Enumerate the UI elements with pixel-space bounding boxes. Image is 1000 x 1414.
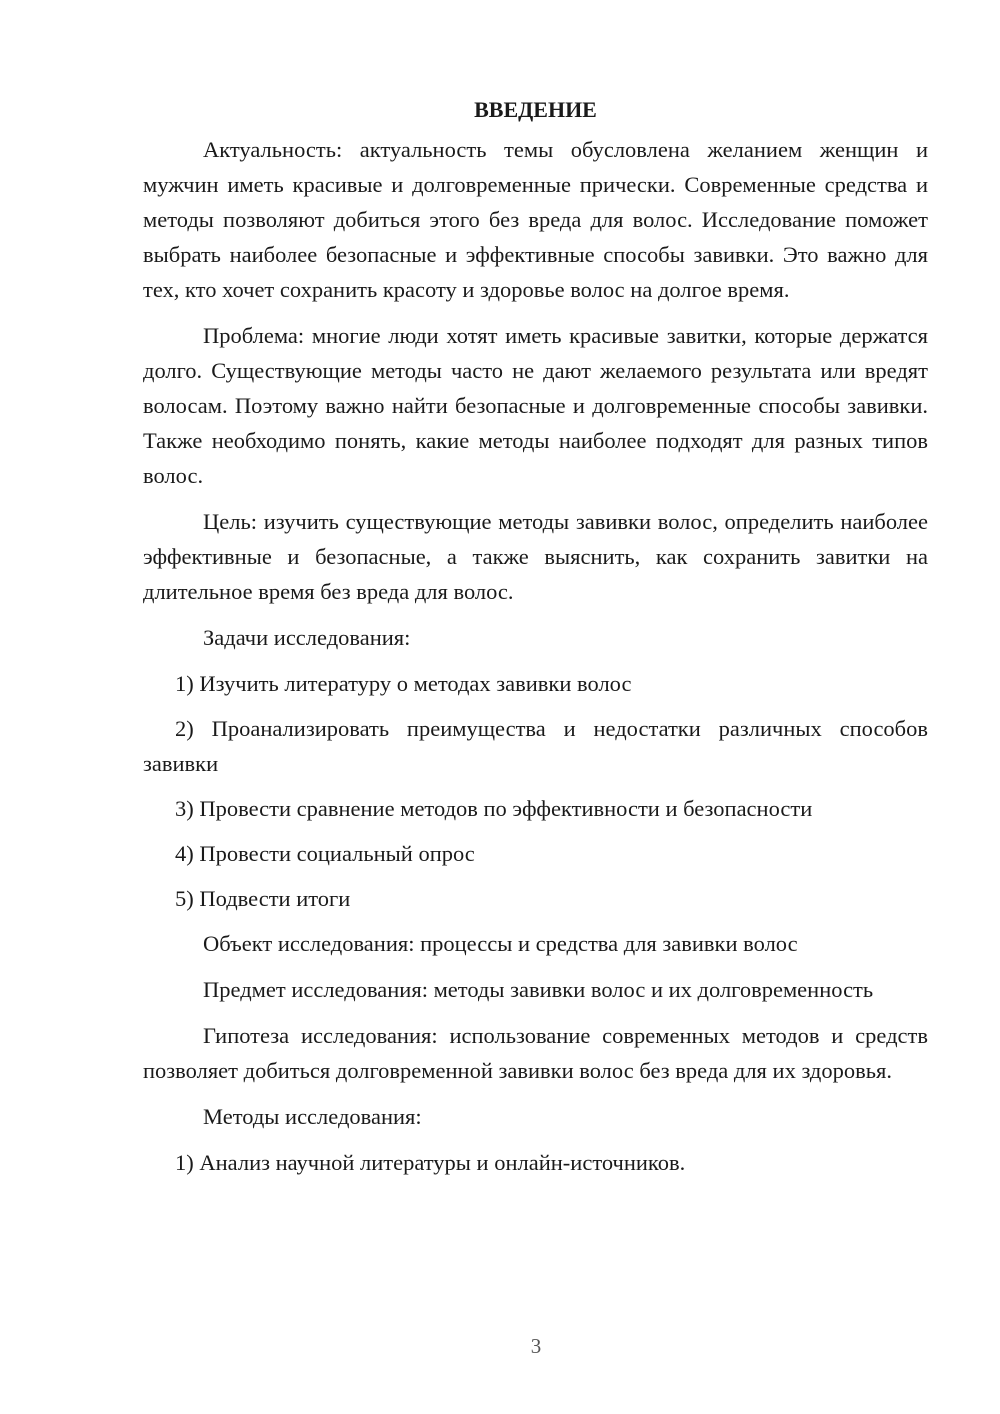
task-item-2: 2) Проанализировать преимущества и недостатки различных способов завивки xyxy=(143,716,928,776)
relevance-paragraph: Актуальность: актуальность темы обусловлена желанием женщин и мужчин иметь красивые и долговременные прически. Современные средства и методы позволяют добиться этого без вреда для волос. Исследование поможет выбрать наиболее безопасные и эффективные способы завивки. Это важно для тех, кто хочет сохранить красоту и здоровье волос на долгое время. xyxy=(143,137,928,302)
task-item-1: 1) Изучить литературу о методах завивки волос xyxy=(175,671,632,696)
task-item-3: 3) Провести сравнение методов по эффективности и безопасности xyxy=(175,796,813,821)
hypothesis-paragraph: Гипотеза исследования: использование современных методов и средств позволяет добиться долговременной завивки волос без вреда для их здоровья. xyxy=(143,1023,928,1083)
tasks-heading: Задачи исследования: xyxy=(203,625,411,650)
object-paragraph: Объект исследования: процессы и средства для завивки волос xyxy=(203,931,798,956)
task-item-5: 5) Подвести итоги xyxy=(175,886,351,911)
subject-paragraph: Предмет исследования: методы завивки волос и их долговременность xyxy=(203,977,874,1002)
page-title: ВВЕДЕНИЕ xyxy=(474,97,597,122)
page-content xyxy=(143,92,928,1190)
problem-paragraph: Проблема: многие люди хотят иметь красивые завитки, которые держатся долго. Существующие методы часто не дают желаемого результата или вредят волосам. Поэтому важно найти безопасные и долговременные способы завивки. Также необходимо понять, какие методы наиболее подходят для разных типов волос. xyxy=(143,323,928,488)
page-number: 3 xyxy=(530,1334,542,1358)
methods-heading: Методы исследования: xyxy=(203,1104,422,1129)
task-item-4: 4) Провести социальный опрос xyxy=(175,841,475,866)
method-item-1: 1) Анализ научной литературы и онлайн-источников. xyxy=(175,1150,686,1175)
goal-paragraph: Цель: изучить существующие методы завивки волос, определить наиболее эффективные и безопасные, а также выяснить, как сохранить завитки на длительное время без вреда для волос. xyxy=(143,509,928,604)
